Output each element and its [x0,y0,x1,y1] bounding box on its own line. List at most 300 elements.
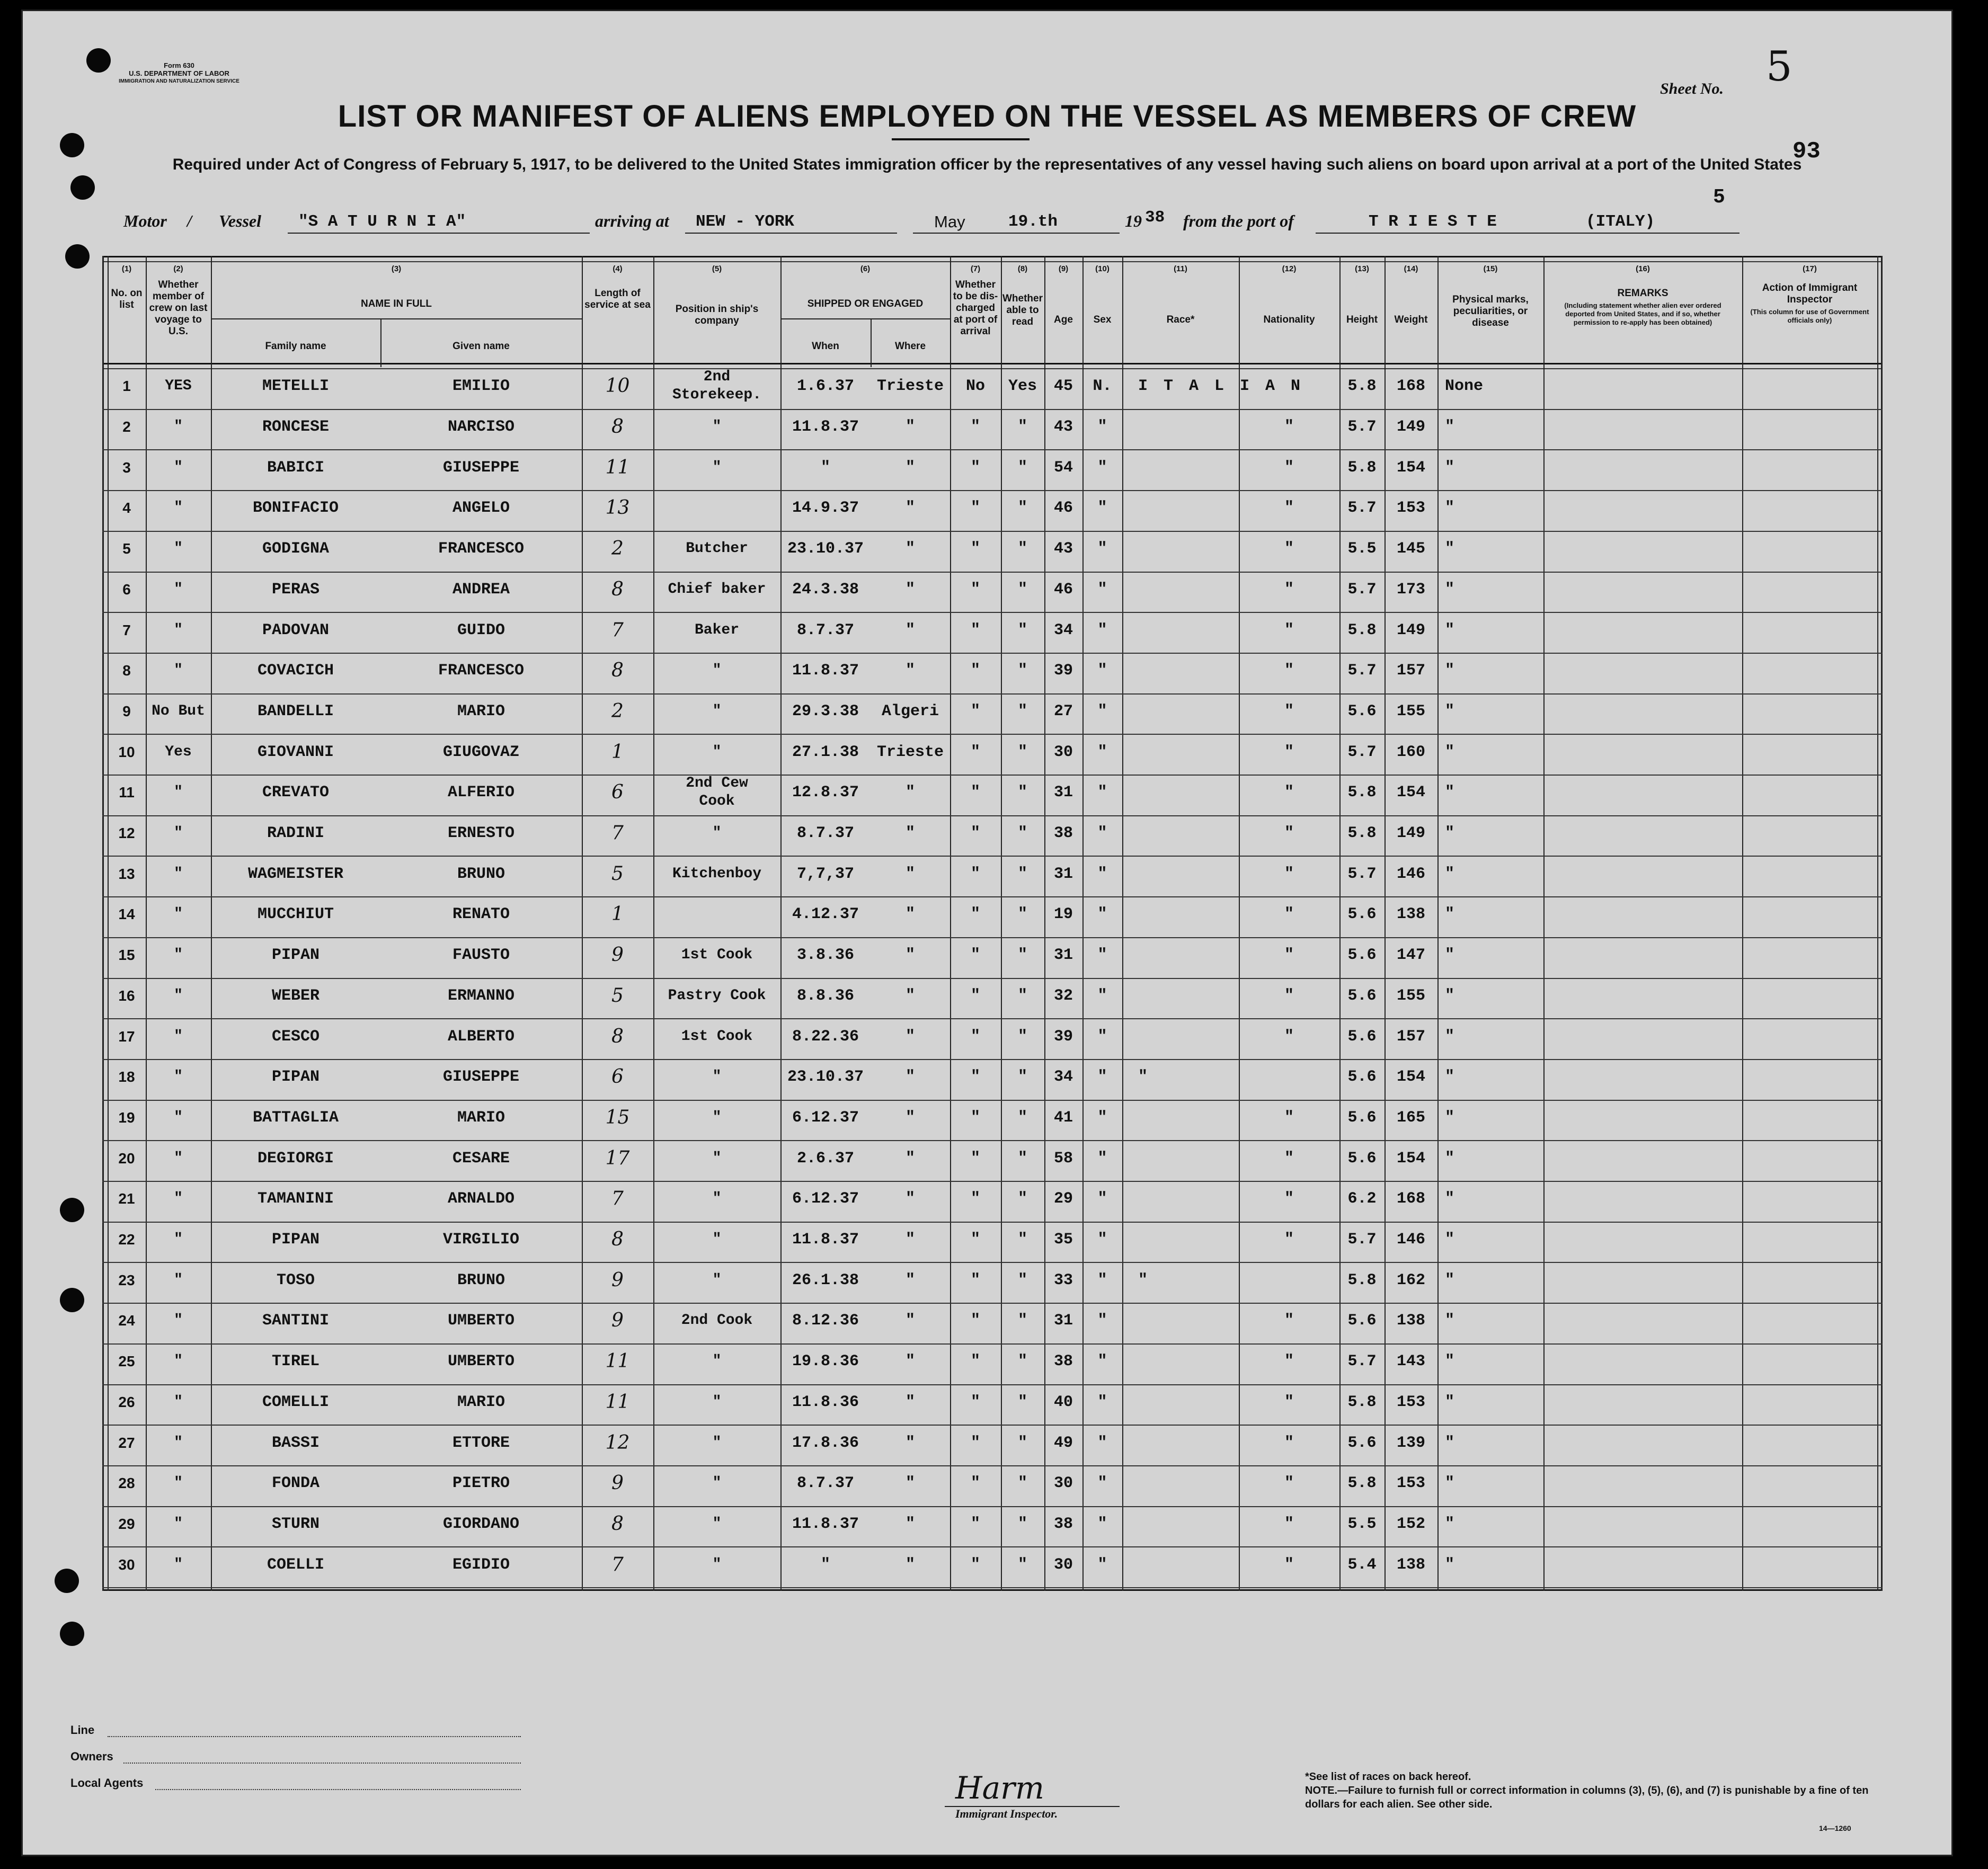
cell-when: 7,7,37 [796,865,855,883]
cell-read: " [1017,1474,1027,1492]
cell-when: 8.7.37 [796,621,855,639]
cell-where: " [905,1231,915,1249]
arriving-label: arriving at [595,211,669,230]
cell-no: 23 [118,1272,135,1288]
cell-weight: 146 [1396,1231,1425,1249]
cell-marks: " [1445,662,1455,680]
cell-discharged: " [970,1028,980,1046]
cell-when: 4.12.37 [792,905,859,923]
cell-age: 31 [1053,946,1073,964]
col-num: (16) [1636,264,1650,273]
cell-height: 5.6 [1347,702,1377,720]
cell-where: " [905,865,915,883]
cell-age: 31 [1053,865,1073,883]
cell-when: 11.8.37 [792,418,859,436]
cell-crew: " [174,1231,183,1248]
sheet-number: 5 [1766,43,1792,91]
cell-no: 4 [122,500,131,516]
row-rule [102,1059,1883,1060]
punch-hole [60,1288,84,1312]
from-label: from the port of [1183,211,1294,230]
cell-no: 25 [118,1353,135,1369]
cell-height: 5.6 [1347,1028,1377,1046]
cell-when: 8.22.36 [792,1028,859,1046]
cell-given: UMBERTO [447,1312,515,1330]
col-num: (3) [391,264,402,273]
cell-family: PERAS [271,581,320,599]
cell-height: 5.7 [1347,581,1377,599]
cell-service: 13 [605,497,630,519]
cell-family: COVACICH [257,662,334,680]
cell-height: 5.8 [1347,377,1377,395]
cell-crew: " [174,1475,183,1491]
cell-family: COELLI [267,1556,325,1574]
cell-sex: " [1097,1393,1107,1411]
cell-where: " [905,581,915,599]
cell-position: " [712,419,722,435]
cell-marks: " [1445,1231,1455,1249]
cell-nationality: " [1284,662,1294,680]
cell-family: WAGMEISTER [247,865,344,883]
cell-sex: " [1097,540,1107,558]
row-rule [102,856,1883,857]
header-inspector-action: Action of Immigrant Inspector [1762,282,1858,305]
col-num: (6) [860,264,871,273]
line-label: Line [70,1723,95,1737]
cell-no: 17 [118,1028,135,1045]
cell-crew: Yes [165,744,192,760]
row-rule [102,693,1883,695]
cell-weight: 152 [1396,1515,1425,1533]
agents-label: Local Agents [70,1776,144,1790]
cell-when: 23.10.37 [787,1068,864,1086]
cell-given: ERNESTO [447,824,515,842]
row-rule [102,1546,1883,1547]
arrival-month: May [934,212,965,231]
cell-marks: " [1445,824,1455,842]
cell-crew: " [174,500,183,516]
cell-crew: " [174,1353,183,1369]
cell-weight: 153 [1396,1393,1425,1411]
cell-where: Trieste [876,743,944,761]
header-able-to-read: Whether able to read [1002,293,1043,327]
cell-family: BATTAGLIA [252,1109,339,1127]
cell-height: 5.7 [1347,865,1377,883]
row-rule [102,1262,1883,1263]
cell-when: 11.8.37 [792,1515,859,1533]
form-identifier [92,61,267,85]
col-num: (13) [1355,264,1369,273]
punch-hole [55,1569,79,1593]
cell-position: " [712,703,722,719]
line-dotted [108,1736,521,1737]
cell-sex: " [1097,1474,1107,1492]
cell-service: 10 [605,375,630,397]
cell-discharged: " [970,1515,980,1533]
cell-given: ARNALDO [447,1190,515,1208]
cell-marks: " [1445,987,1455,1005]
cell-weight: 173 [1396,581,1425,599]
row-rule [102,531,1883,532]
cell-sex: " [1097,581,1107,599]
cell-marks: None [1445,377,1484,395]
cell-race: " [1138,1068,1151,1086]
cell-discharged: " [970,946,980,964]
header-nationality: Nationality [1263,314,1315,325]
cell-given: BRUNO [457,865,505,883]
cell-nationality: " [1284,905,1294,923]
cell-given: ERMANNO [447,987,515,1005]
cell-service: 9 [611,944,624,966]
header-no-on-list: No. on list [111,288,143,310]
cell-where: " [905,459,915,477]
cell-family: STURN [271,1515,320,1533]
cell-age: 19 [1053,905,1073,923]
row-rule [102,1140,1883,1141]
cell-crew: " [174,1556,183,1573]
cell-sex: " [1097,1068,1107,1086]
cell-height: 5.4 [1347,1556,1377,1574]
header-discharged: Whether to be dis-charged at port of arrival [953,279,998,337]
cell-nationality: " [1284,1231,1294,1249]
cell-read: " [1017,1028,1027,1046]
title-underline [892,138,1030,140]
cell-when: 27.1.38 [792,743,859,761]
cell-family: PIPAN [271,1231,320,1249]
cell-race: I T A L I A N [1138,377,1304,395]
cell-family: BASSI [271,1434,320,1452]
cell-marks: " [1445,459,1455,477]
row-rule [102,775,1883,776]
header-height: Height [1346,314,1378,325]
page-subtitle: Required under Act of Congress of February 5, 1917, to be delivered to the United States immigration officer by the representatives of any vessel having such aliens on board upon arrival at a port of the United States [172,156,1802,173]
cell-given: MARIO [457,1393,505,1411]
cell-weight: 153 [1396,499,1425,517]
cell-crew: " [174,1312,183,1329]
cell-weight: 146 [1396,865,1425,883]
row-rule [102,1100,1883,1101]
cell-crew: " [174,1516,183,1532]
cell-no: 19 [118,1109,135,1126]
cell-read: " [1017,662,1027,680]
cell-age: 46 [1053,581,1073,599]
col-num: (15) [1483,264,1498,273]
cell-height: 5.6 [1347,1150,1377,1168]
cell-service: 15 [605,1107,630,1128]
cell-age: 31 [1053,1312,1073,1330]
cell-age: 29 [1053,1190,1073,1208]
col-num: (9) [1058,264,1069,273]
cell-discharged: No [965,377,985,395]
cell-read: " [1017,987,1027,1005]
date-rule [913,233,1120,234]
cell-family: MUCCHIUT [257,905,334,923]
cell-read: " [1017,1068,1027,1086]
cell-service: 12 [605,1432,630,1454]
col-num: (12) [1282,264,1297,273]
cell-no: 12 [118,825,135,841]
cell-where: " [905,824,915,842]
cell-sex: " [1097,1271,1107,1289]
cell-marks: " [1445,1150,1455,1168]
cell-weight: 162 [1396,1271,1425,1289]
cell-position: Butcher [686,540,748,557]
cell-sex: " [1097,946,1107,964]
punch-hole [60,133,84,157]
cell-family: PIPAN [271,1068,320,1086]
cell-given: PIETRO [452,1474,510,1492]
cell-marks: " [1445,865,1455,883]
cell-no: 2 [122,419,131,435]
cell-where: " [905,540,915,558]
cell-crew: " [174,662,183,679]
cell-discharged: " [970,1150,980,1168]
header-sex: Sex [1093,314,1112,325]
cell-where: " [905,987,915,1005]
arriving-port-rule [685,233,897,234]
cell-nationality: " [1284,1109,1294,1127]
cell-marks: " [1445,784,1455,802]
from-country: (ITALY) [1586,212,1655,231]
agents-dotted [155,1789,521,1790]
col-num: (17) [1803,264,1817,273]
cell-age: 43 [1053,540,1073,558]
cell-where: " [905,1068,915,1086]
owners-label: Owners [70,1750,113,1763]
cell-family: FONDA [271,1474,320,1492]
row-rule [102,1018,1883,1019]
cell-given: BRUNO [457,1271,505,1289]
cell-sex: " [1097,1352,1107,1370]
cell-nationality: " [1284,1028,1294,1046]
cell-given: MARIO [457,702,505,720]
cell-read: " [1017,1556,1027,1574]
cell-nationality: " [1284,418,1294,436]
cell-sex: " [1097,1150,1107,1168]
cell-no: 3 [122,459,131,476]
cell-service: 11 [605,457,630,478]
cell-nationality: " [1284,865,1294,883]
col-num: (7) [970,264,981,273]
cell-given: EGIDIO [452,1556,510,1574]
cell-service: 9 [611,1310,624,1331]
cell-sex: " [1097,1231,1107,1249]
cell-height: 5.6 [1347,987,1377,1005]
cell-discharged: " [970,1231,980,1249]
cell-read: " [1017,499,1027,517]
cell-discharged: " [970,784,980,802]
cell-nationality: " [1284,1474,1294,1492]
cell-where: Algeri [881,702,939,720]
cell-height: 5.6 [1347,905,1377,923]
cell-service: 11 [605,1391,630,1413]
cell-no: 8 [122,662,131,679]
from-port-rule [1316,233,1740,234]
cell-when: " [820,1556,830,1574]
cell-given: ALBERTO [447,1028,515,1046]
cell-given: UMBERTO [447,1352,515,1370]
cell-service: 6 [611,781,624,803]
cell-age: 35 [1053,1231,1073,1249]
cell-weight: 154 [1396,1068,1425,1086]
cell-discharged: " [970,1312,980,1330]
cell-age: 31 [1053,784,1073,802]
cell-family: WEBER [271,987,320,1005]
cell-discharged: " [970,824,980,842]
cell-no: 29 [118,1516,135,1532]
cell-when: 11.8.37 [792,1231,859,1249]
cell-given: CESARE [452,1150,510,1168]
cell-sex: " [1097,1556,1107,1574]
cell-height: 5.7 [1347,1231,1377,1249]
cell-when: 12.8.37 [792,784,859,802]
cell-position: " [712,1394,722,1410]
cell-no: 24 [118,1312,135,1329]
col-num: (5) [712,264,722,273]
cell-sex: " [1097,621,1107,639]
cell-where: " [905,1434,915,1452]
cell-no: 18 [118,1069,135,1085]
cell-position: 1st Cook [681,1028,753,1045]
cell-crew: " [174,419,183,435]
row-rule [102,449,1883,450]
cell-read: " [1017,540,1027,558]
arrival-day: 19.th [1008,212,1058,231]
cell-given: GIORDANO [442,1515,520,1533]
cell-given: FRANCESCO [438,662,525,680]
row-rule [102,1425,1883,1426]
cell-nationality: " [1284,1352,1294,1370]
cell-when: 14.9.37 [792,499,859,517]
cell-marks: " [1445,581,1455,599]
cell-height: 5.6 [1347,1109,1377,1127]
cell-position: " [712,1435,722,1451]
cell-crew: " [174,1272,183,1288]
cell-position: " [712,1353,722,1369]
cell-weight: 138 [1396,1312,1425,1330]
cell-where: " [905,1393,915,1411]
cell-position: Baker [694,622,739,638]
cell-height: 5.8 [1347,459,1377,477]
cell-family: BABICI [267,459,325,477]
cell-discharged: " [970,1190,980,1208]
row-rule [102,1384,1883,1385]
cell-read: " [1017,1434,1027,1452]
cell-given: GUIDO [457,621,505,639]
cell-age: 54 [1053,459,1073,477]
cell-crew: No But [152,703,205,719]
cell-when: 8.7.37 [796,824,855,842]
cell-service: 2 [611,538,624,559]
cell-height: 5.8 [1347,621,1377,639]
cell-no: 5 [122,540,131,557]
cell-when: " [820,459,830,477]
cell-read: " [1017,702,1027,720]
cell-discharged: " [970,865,980,883]
cell-position: Pastry Cook [668,987,766,1004]
inspector-signature: Harm [955,1770,1044,1806]
page-title: LIST OR MANIFEST OF ALIENS EMPLOYED ON THE VESSEL AS MEMBERS OF CREW [338,99,1637,134]
cell-marks: " [1445,1434,1455,1452]
cell-when: 19.8.36 [792,1352,859,1370]
col-num: (10) [1095,264,1110,273]
cell-sex: " [1097,865,1107,883]
cell-marks: " [1445,1068,1455,1086]
cell-nationality: " [1284,621,1294,639]
cell-position: " [712,1516,722,1532]
cell-service: 2 [611,700,624,722]
cell-position: " [712,1475,722,1491]
cell-sex: " [1097,743,1107,761]
cell-given: RENATO [452,905,510,923]
row-rule [102,1506,1883,1507]
cell-discharged: " [970,418,980,436]
cell-discharged: " [970,1068,980,1086]
cell-where: " [905,905,915,923]
cell-crew: " [174,1028,183,1045]
races-note: *See list of races on back hereof. [1305,1771,1471,1783]
cell-where: " [905,784,915,802]
cell-where: " [905,662,915,680]
cell-sex: " [1097,459,1107,477]
cell-family: RONCESE [262,418,330,436]
header-name-in-full: NAME IN FULL [360,298,432,309]
cell-discharged: " [970,1352,980,1370]
cell-discharged: " [970,743,980,761]
cell-nationality: " [1284,1434,1294,1452]
cell-service: 5 [611,863,624,885]
cell-marks: " [1445,1109,1455,1127]
cell-service: 7 [611,1554,624,1576]
cell-read: " [1017,1393,1027,1411]
cell-position: 2nd Cew Cook [686,775,748,809]
cell-read: " [1017,1312,1027,1330]
cell-weight: 168 [1396,377,1425,395]
cell-crew: " [174,1190,183,1207]
row-rule [102,978,1883,979]
sheet-no-label: Sheet No. [1660,80,1724,97]
cell-family: TAMANINI [257,1190,334,1208]
cell-given: FRANCESCO [438,540,525,558]
cell-given: VIRGILIO [442,1231,520,1249]
row-rule [102,815,1883,816]
cell-sex: " [1097,418,1107,436]
col-num: (2) [173,264,183,273]
cell-service: 1 [611,741,624,763]
col-num: (4) [613,264,623,273]
cell-where: " [905,621,915,639]
cell-marks: " [1445,418,1455,436]
cell-height: 5.7 [1347,743,1377,761]
cell-crew: " [174,825,183,841]
manifest-sheet [21,10,1953,1856]
cell-marks: " [1445,1556,1455,1574]
cell-age: 27 [1053,702,1073,720]
cell-age: 30 [1053,743,1073,761]
cell-discharged: " [970,662,980,680]
stamp-number: 93 [1792,138,1821,165]
cell-when: 6.12.37 [792,1190,859,1208]
cell-when: 11.8.37 [792,662,859,680]
cell-given: ANGELO [452,499,510,517]
service: IMMIGRATION AND NATURALIZATION SERVICE [119,78,239,84]
cell-crew: " [174,784,183,800]
cell-age: 45 [1053,377,1073,395]
cell-weight: 149 [1396,418,1425,436]
from-port: T R I E S T E [1369,212,1497,231]
header-age: Age [1054,314,1073,325]
cell-service: 11 [605,1350,630,1372]
